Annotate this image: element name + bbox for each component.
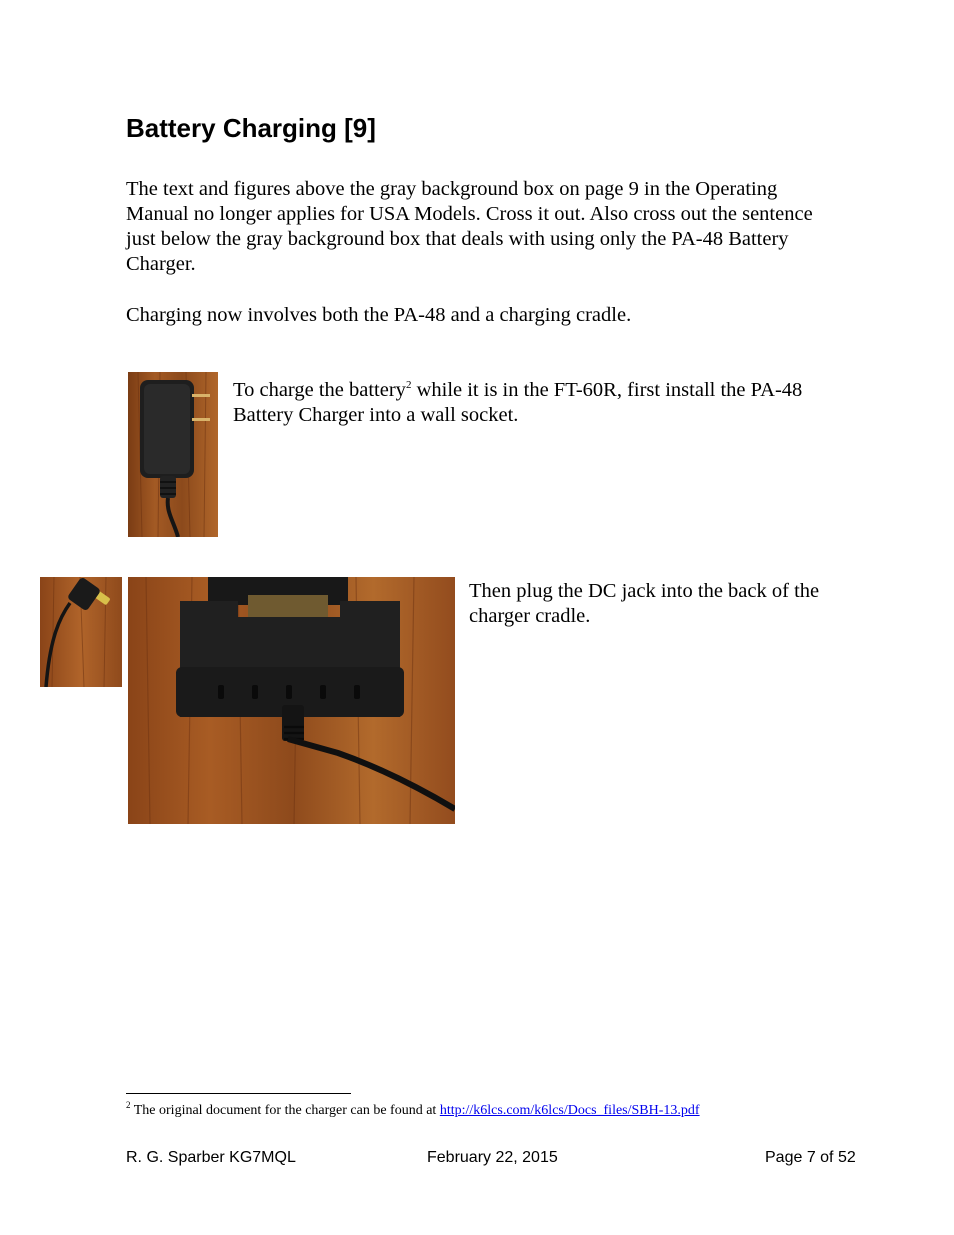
footnote-link[interactable]: http://k6lcs.com/k6lcs/Docs_files/SBH-13.pdf	[439, 1103, 700, 1118]
cradle-paragraph: Charging now involves both the PA-48 and a charging cradle.	[126, 304, 632, 326]
wall-charger-photo	[128, 372, 218, 537]
intro-paragraph: The text and figures above the gray background box on page 9 in the Operating Manual no longer applies for USA Models. Cross it out. Also cross out the sentence just below the gray background box that deals with using only the PA-48 Battery Charger.	[126, 178, 813, 275]
install-text-before: To charge the battery	[233, 379, 406, 401]
dc-jack-photo	[40, 577, 122, 687]
install-text-after: while it is in the FT-60R, first install the PA-48 Battery Charger into a wall socket.	[233, 379, 803, 426]
footer-page-number: Page 7 of 52	[765, 1149, 856, 1166]
charger-cradle-photo	[128, 577, 455, 824]
section-heading: Battery Charging [9]	[126, 113, 376, 143]
plug-jack-paragraph: Then plug the DC jack into the back of the charger cradle.	[469, 580, 820, 627]
footnote-text: The original document for the charger can be found at	[130, 1103, 440, 1118]
footnote-number: 2	[126, 1100, 131, 1110]
footer-date: February 22, 2015	[427, 1149, 558, 1166]
footer-author: R. G. Sparber KG7MQL	[126, 1149, 296, 1166]
footnote-separator	[126, 1093, 351, 1094]
install-charger-paragraph	[233, 378, 833, 428]
footnote	[126, 1102, 700, 1120]
footnote-reference[interactable]: 2	[405, 379, 412, 391]
